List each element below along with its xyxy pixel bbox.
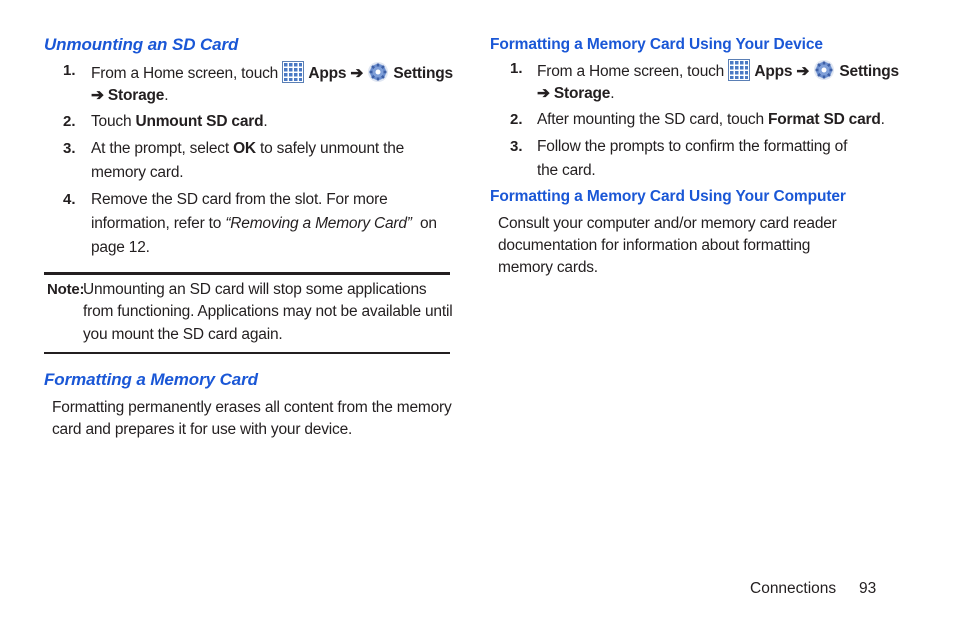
arrow: ➔ (91, 87, 104, 104)
step-1-line-2 (537, 84, 614, 104)
step-text: From a Home screen, touch (537, 63, 725, 80)
step-2-line (537, 110, 885, 130)
step-4-line-2 (91, 214, 437, 234)
step-number: 2. (510, 111, 523, 128)
note-bottom-rule (44, 352, 450, 354)
apps-label: Apps (754, 63, 793, 80)
apps-grid-icon (728, 59, 750, 87)
heading-formatting-memory-card: Formatting a Memory Card (44, 370, 258, 389)
footer-section-name: Connections (750, 580, 837, 597)
step-text: At the prompt, select (91, 140, 234, 157)
unmount-sd-card-label: Unmount SD card (135, 113, 264, 130)
cross-reference: “Removing a Memory Card” (225, 215, 412, 232)
paragraph-line-3: memory cards. (498, 259, 598, 276)
step-number: 3. (510, 138, 523, 155)
step-number: 1. (63, 62, 76, 79)
step-text: on (411, 215, 437, 232)
period: . (610, 85, 615, 102)
note-line-2: from functioning. Applications may not be available until (83, 303, 453, 320)
storage-label: Storage (553, 85, 611, 102)
apps-grid-icon (282, 61, 304, 89)
ok-label: OK (233, 140, 256, 157)
note-line-3: you mount the SD card again. (83, 326, 283, 343)
heading-unmounting-sd-card: Unmounting an SD Card (44, 35, 239, 54)
paragraph-line-2: card and prepares it for use with your device. (52, 421, 353, 438)
apps-label: Apps (308, 65, 347, 82)
step-1-line-1 (537, 59, 899, 87)
period: . (164, 87, 169, 104)
heading-format-using-device: Formatting a Memory Card Using Your Device (490, 36, 823, 53)
settings-gear-icon (813, 59, 835, 87)
step-text: Touch (91, 113, 136, 130)
note-line-1: Unmounting an SD card will stop some applications (83, 281, 427, 298)
note-label: Note: (47, 281, 85, 298)
note-top-rule (44, 272, 450, 275)
step-4-line-1: Remove the SD card from the slot. For more (91, 191, 388, 208)
storage-label: Storage (107, 87, 165, 104)
step-4-line-3: page 12. (91, 239, 150, 256)
step-number: 2. (63, 113, 76, 130)
step-number: 1. (510, 60, 523, 77)
paragraph-line-1: Formatting permanently erases all content from the memory (52, 399, 452, 416)
paragraph-line-1: Consult your computer and/or memory card reader (498, 215, 837, 232)
settings-label: Settings (839, 63, 899, 80)
step-1-line-1 (91, 61, 453, 89)
arrow: ➔ (796, 63, 810, 80)
step-text: From a Home screen, touch (91, 65, 279, 82)
step-3-line-1: Follow the prompts to confirm the formatting of (537, 138, 848, 155)
page-number: 93 (859, 580, 877, 597)
period: . (880, 111, 885, 128)
settings-label: Settings (393, 65, 453, 82)
step-1-line-2 (91, 86, 168, 106)
paragraph-line-2: documentation for information about formatting (498, 237, 811, 254)
step-text: information, refer to (91, 215, 226, 232)
step-3-line-2: memory card. (91, 164, 184, 181)
step-3-line-1 (91, 139, 404, 159)
step-number: 4. (63, 191, 76, 208)
step-text: After mounting the SD card, touch (537, 111, 768, 128)
period: . (263, 113, 268, 130)
arrow: ➔ (350, 65, 364, 82)
step-number: 3. (63, 140, 76, 157)
step-2-line (91, 112, 267, 132)
settings-gear-icon (367, 61, 389, 89)
step-text: to safely unmount the (255, 140, 405, 157)
format-sd-card-label: Format SD card (768, 111, 881, 128)
step-3-line-2: the card. (537, 162, 596, 179)
heading-format-using-computer: Formatting a Memory Card Using Your Computer (490, 188, 846, 205)
arrow: ➔ (537, 85, 550, 102)
